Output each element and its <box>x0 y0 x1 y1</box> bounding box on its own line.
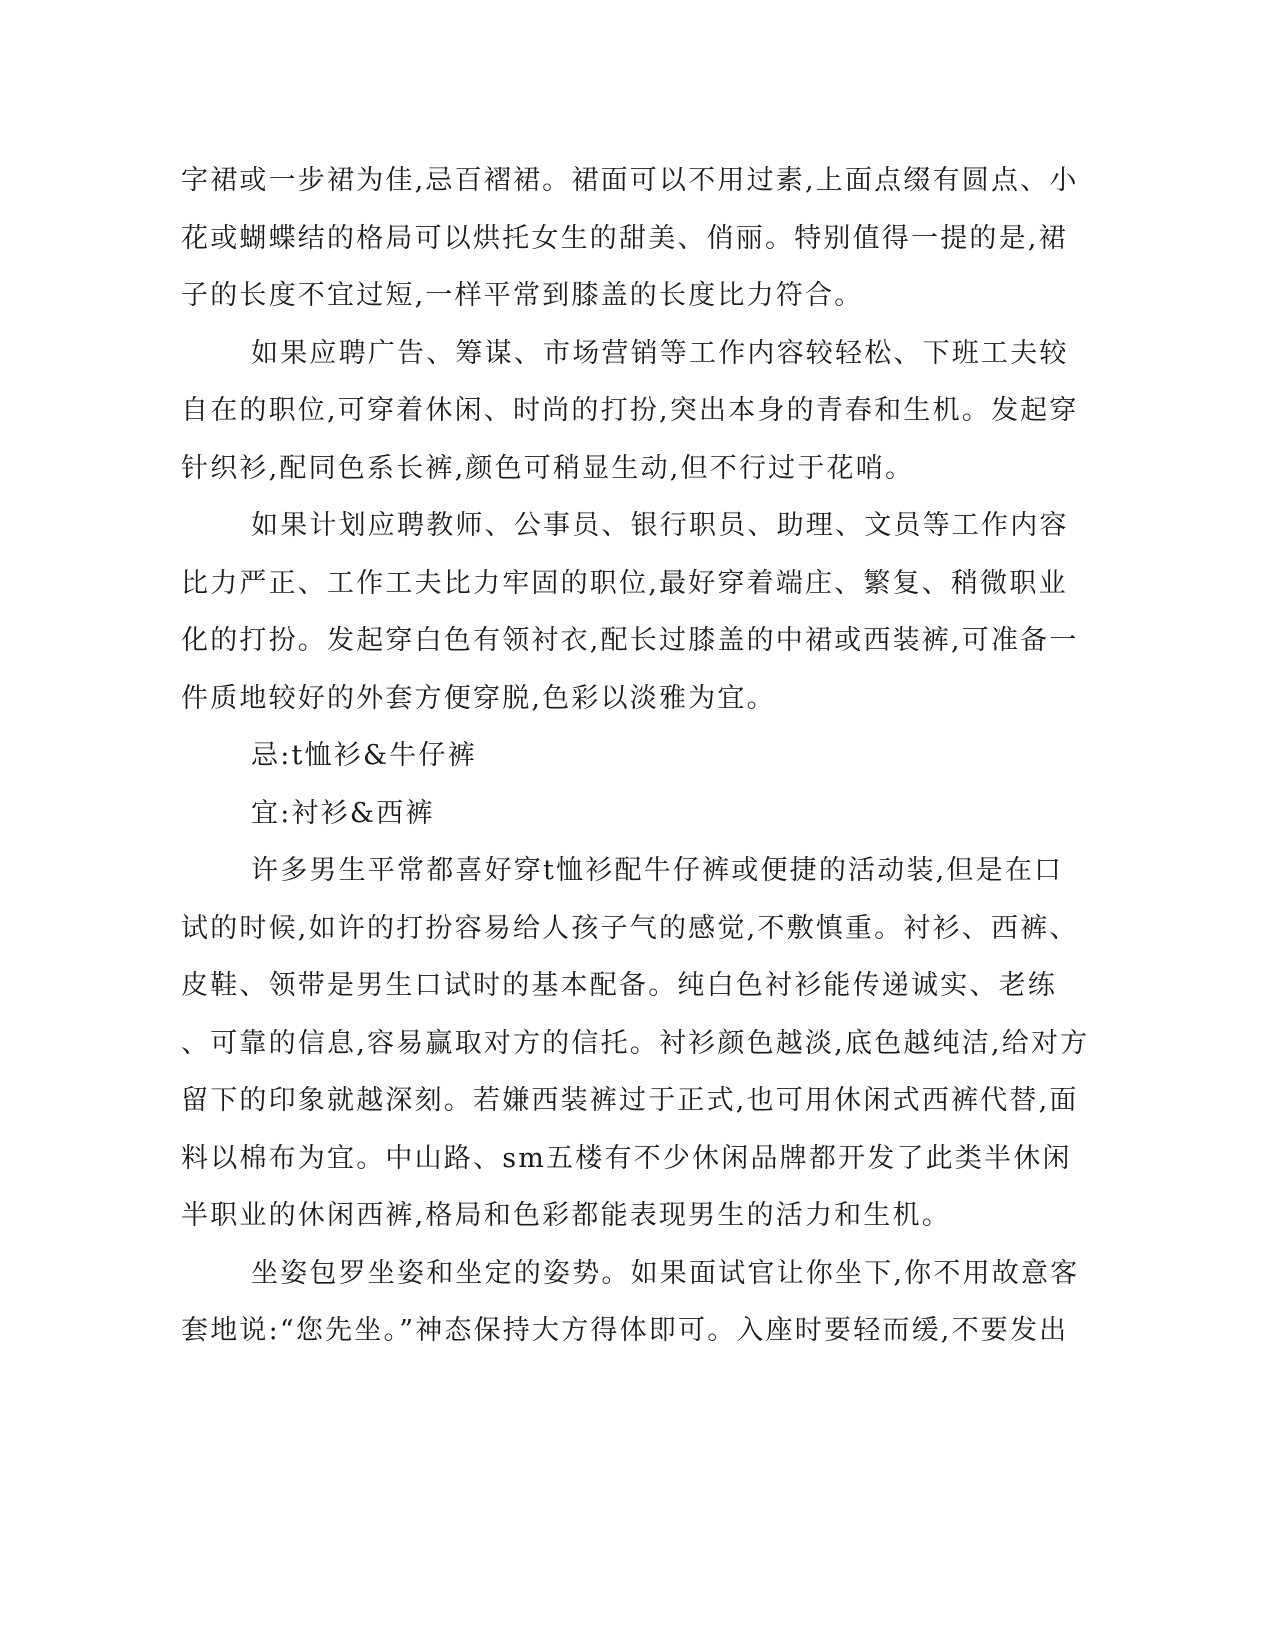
text-line: 花或蝴蝶结的格局可以烘托女生的甜美、俏丽。特别值得一提的是,裙 <box>181 222 1068 254</box>
subheading-suitable: 宜:衬衫&西裤 <box>251 797 435 829</box>
text-line: 自在的职位,可穿着休闲、时尚的打扮,突出本身的青春和生机。发起穿 <box>181 395 1079 426</box>
paragraph-first-line: 许多男生平常都喜好穿t恤衫配牛仔裤或便捷的活动装,但是在口 <box>251 855 1064 886</box>
body-text <box>181 152 1090 1360</box>
text-line: 半职业的休闲西裤,格局和色彩都能表现男生的活力和生机。 <box>181 1200 951 1231</box>
paragraph-first-line: 坐姿包罗坐姿和坐定的姿势。如果面试官让你坐下,你不用故意客 <box>251 1257 1080 1289</box>
text-line: 皮鞋、领带是男生口试时的基本配备。纯白色衬衫能传递诚实、老练 <box>181 970 1057 1001</box>
text-line: 字裙或一步裙为佳,忌百褶裙。裙面可以不用过素,上面点缀有圆点、小 <box>181 165 1079 196</box>
text-line: 套地说:“您先坐。”神态保持大方得体即可。入座时要轻而缓,不要发出 <box>181 1315 1069 1346</box>
text-line: 、可靠的信息,容易赢取对方的信托。衬衫颜色越淡,底色越纯洁,给对方 <box>181 1027 1090 1059</box>
text-line: 留下的印象就越深刻。若嫌西装裤过于正式,也可用休闲式西裤代替,面 <box>181 1085 1079 1116</box>
text-line: 子的长度不宜过短,一样平常到膝盖的长度比力符合。 <box>181 280 864 311</box>
text-line: 化的打扮。发起穿白色有领衬衣,配长过膝盖的中裙或西装裤,可准备一 <box>181 625 1079 656</box>
text-line: 件质地较好的外套方便穿脱,色彩以淡雅为宜。 <box>181 682 776 714</box>
text-line: 料以棉布为宜。中山路、sm五楼有不少休闲品牌都开发了此类半休闲 <box>181 1142 1072 1174</box>
text-line: 针织衫,配同色系长裤,颜色可稍显生动,但不行过于花哨。 <box>181 452 915 484</box>
paragraph-first-line: 如果应聘广告、筹谋、市场营销等工作内容较轻松、下班工夫较 <box>251 337 1069 369</box>
text-line: 比力严正、工作工夫比力牢固的职位,最好穿着端庄、繁复、稍微职业 <box>181 567 1068 599</box>
text-line: 试的时候,如许的打扮容易给人孩子气的感觉,不敷慎重。衬衫、西裤、 <box>181 912 1079 944</box>
paragraph-first-line: 如果计划应聘教师、公事员、银行职员、助理、文员等工作内容 <box>251 510 1069 541</box>
subheading-avoid: 忌:t恤衫&牛仔裤 <box>251 740 477 771</box>
